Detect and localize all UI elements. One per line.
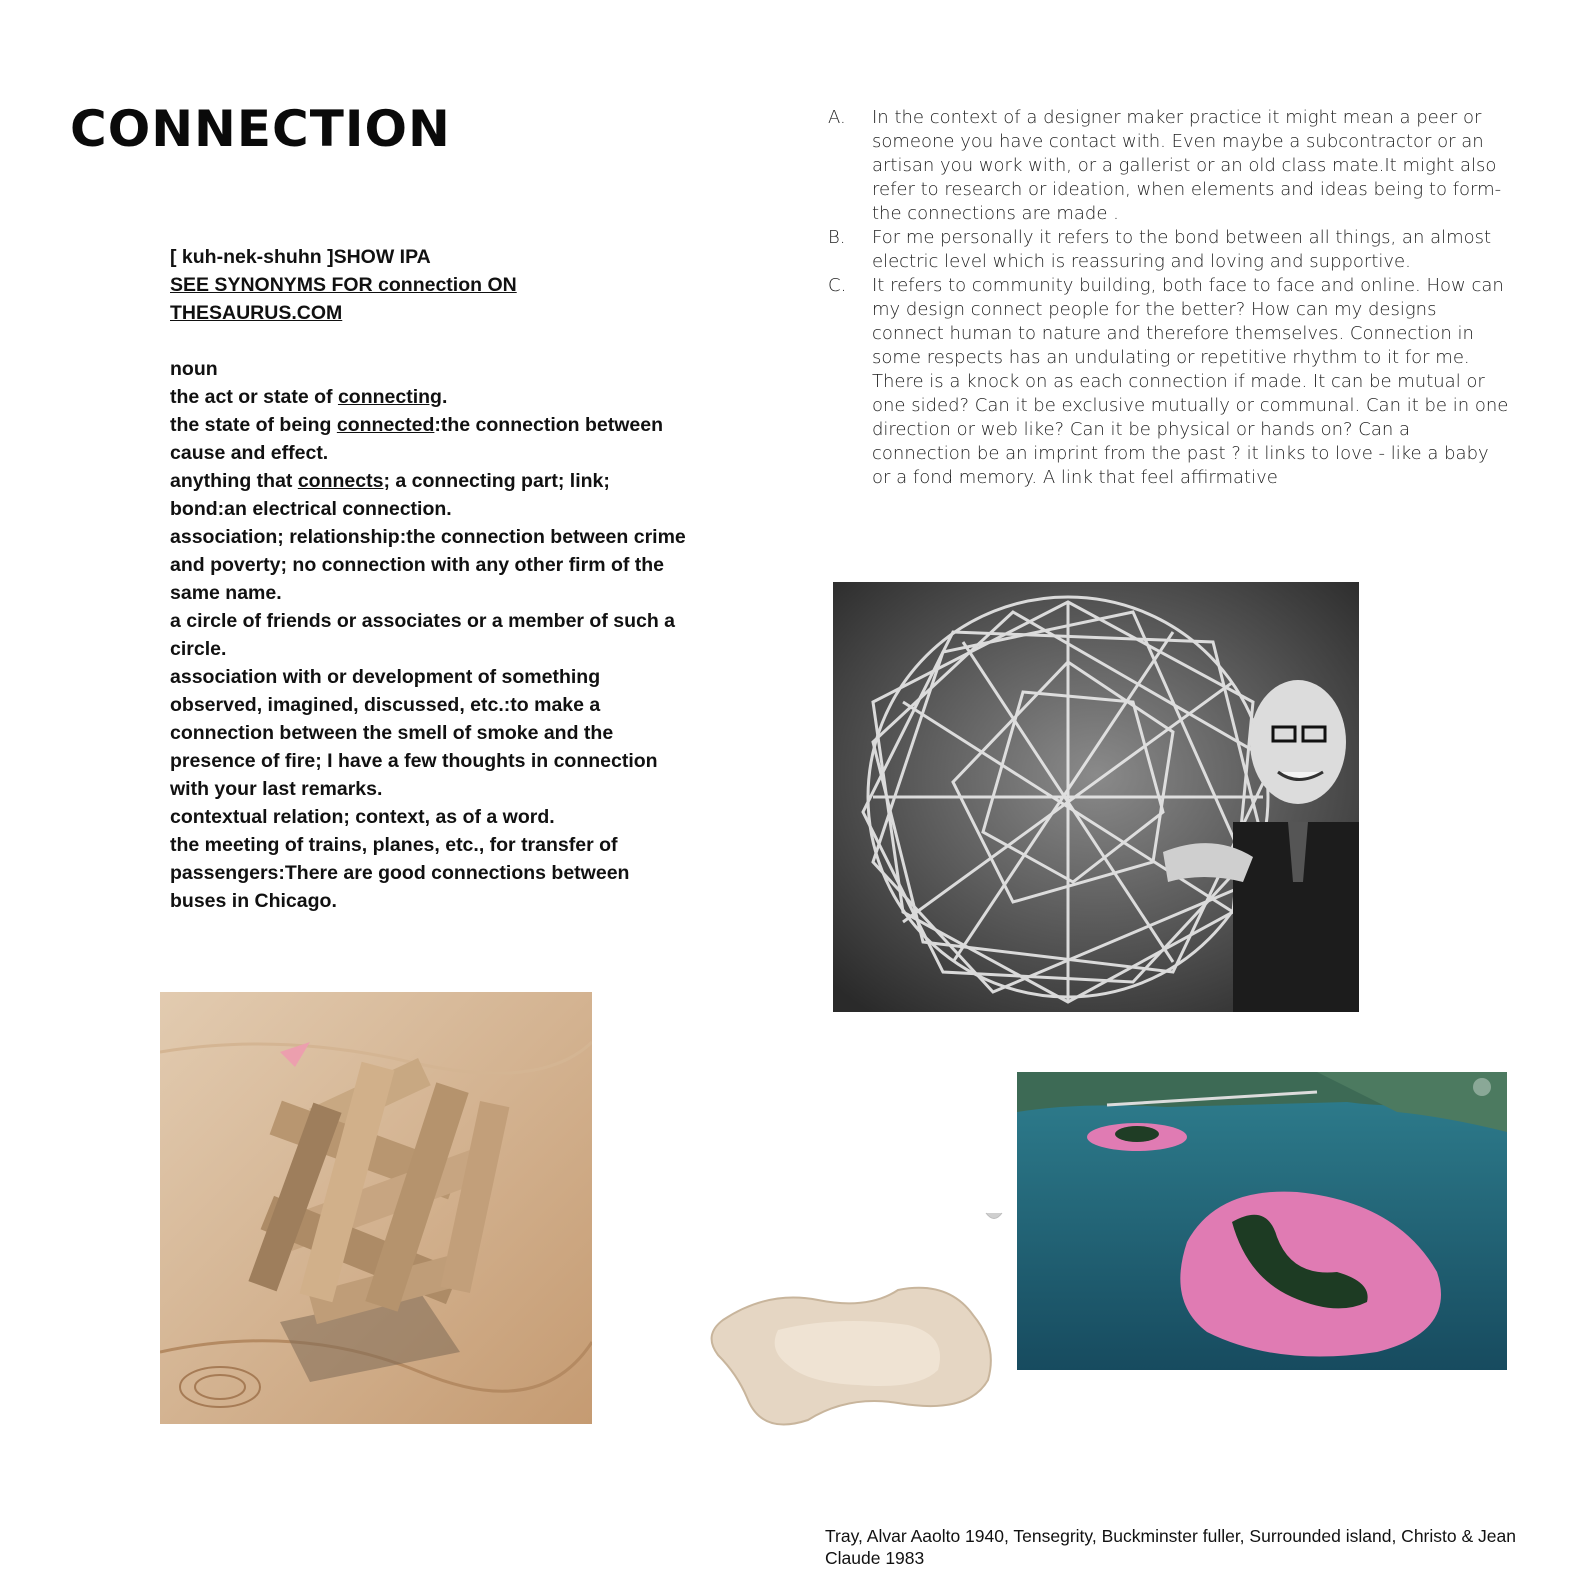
sense-text-after: ; a connecting part; link; bond:an electrical connection. [170, 470, 610, 520]
sense-text: the state of being [170, 414, 337, 436]
sense-link[interactable]: connects [297, 470, 384, 492]
synonyms-link[interactable]: SEE SYNONYMS FOR connection ON THESAURUS.COM [170, 274, 517, 324]
note-marker: A. [828, 107, 846, 128]
note-text: In the context of a designer maker practice it might mean a peer or someone you have contact with. Even maybe a subcontractor or an artisan you work with, or a gallerist or an old class mate.It might also refer to research or ideation, when elements and ideas being to form- the connections are made . [872, 107, 1502, 224]
note-marker: C. [828, 275, 847, 296]
sense-text: a circle of friends or associates or a member of such a circle. [170, 610, 676, 660]
sense-item [170, 831, 690, 915]
chevron-down-icon [985, 1212, 1003, 1222]
sense-text: association; relationship:the connection between crime and poverty; no connection with any other firm of the same name. [170, 526, 686, 604]
dictionary-definition [170, 243, 690, 915]
sense-item [170, 803, 690, 831]
sense-link[interactable]: connected [336, 414, 435, 436]
note-text: It refers to community building, both face to face and online. How can my design connect people for the better? How can my designs connect human to nature and therefore themselves. Connection in some respects has an undulating or repetitive rhythm to it for me. There is a knock on as each connection if made. It can be mutual or one sided? Can it be exclusive mutually or communal. Can it be in one direction or web like? Can it be physical or hands on? Can a connection be an imprint from the past ? it links to love - like a baby or a fond memory. A link that feel affirmative [872, 275, 1509, 488]
sense-text: contextual relation; context, as of a word. [170, 806, 555, 828]
sense-text-after: . [441, 386, 448, 408]
page-title: CONNECTION [70, 100, 451, 158]
sense-item [170, 383, 690, 411]
sense-text: the meeting of trains, planes, etc., for transfer of passengers:There are good connections between buses in Chicago. [170, 834, 630, 912]
note-item [820, 106, 1520, 226]
sense-link[interactable]: connecting [337, 386, 442, 408]
wooden-puzzle-photo [160, 992, 592, 1424]
note-marker: B. [828, 227, 846, 248]
note-item [820, 274, 1520, 490]
aalto-tray-photo [708, 1285, 1000, 1435]
sense-item [170, 663, 690, 803]
personal-notes-list [820, 106, 1520, 490]
sense-list [170, 383, 690, 915]
image-caption: Tray, Alvar Aaolto 1940, Tensegrity, Buckminster fuller, Surrounded island, Christo & Jean Claude 1983 [825, 1526, 1516, 1568]
note-item [820, 226, 1520, 274]
spacer [170, 327, 690, 355]
note-text: For me personally it refers to the bond between all things, an almost electric level which is reassuring and loving and supportive. [872, 227, 1492, 272]
sense-text: anything that [170, 470, 298, 492]
sense-item [170, 523, 690, 607]
tensegrity-photo [833, 582, 1359, 1012]
pronunciation: [ kuh-nek-shuhn ]SHOW IPA [170, 246, 431, 268]
sense-text-after: :the connection between cause and effect. [170, 414, 663, 464]
sense-item [170, 467, 690, 523]
sense-item [170, 411, 690, 467]
part-of-speech: noun [170, 358, 218, 380]
sense-item [170, 607, 690, 663]
sense-text: the act or state of [170, 386, 338, 408]
sense-text: association with or development of something observed, imagined, discussed, etc.:to make a connection between the smell of smoke and the presence of fire; I have a few thoughts in connection with your last remarks. [170, 666, 658, 800]
surrounded-islands-photo [1017, 1072, 1507, 1370]
